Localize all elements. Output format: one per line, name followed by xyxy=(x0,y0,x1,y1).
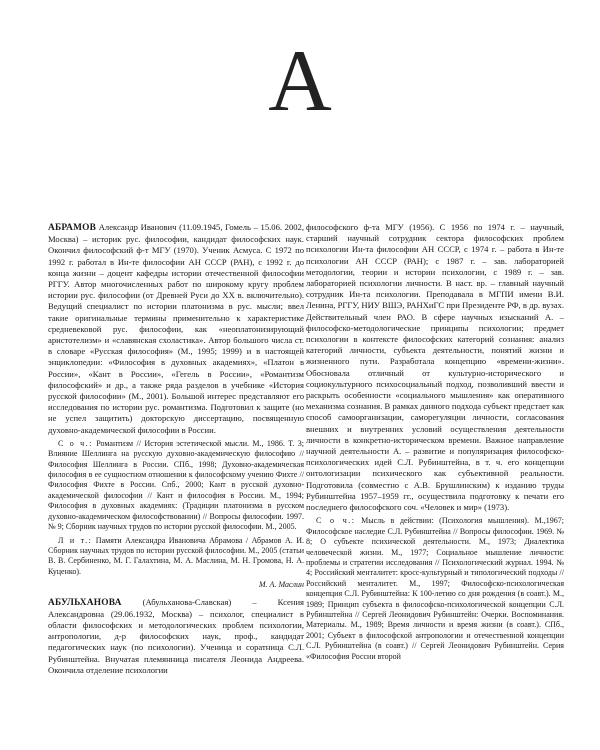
literature-text: Памяти Александра Ивановича Абрамова / Абрамов А. И. Сборник научных трудов по истории русской философии. М., 2005 (статьи В. В. Сербиненко, М. Г. Галахтина, М. А. Маслина, М. Н. Громова, Н. А. Куценко). xyxy=(48,535,304,576)
works-text: Мысль в действии: (Психология мышления). М.,1967; Философское наследие С.Л. Рубинштейна // Вопросы философии. 1969. № 8; О субъекте психической деятельности. М., 1973; Диалектика человеческой жизни. М., 1977; Социальное мышление личности: проблемы и стратегии исследования // Психологический журнал. 1994. № 4; Российский менталитет: кросс-культурный и типологический подходы // Российский менталитет. М., 1997; Философско-психологическая концепция С.Л. Рубинштейна: К 100-летию со дня рождения (в соавт.). М., 1989; Принцип субъекта в философско-психологической концепции С.Л. Рубинштейна // Сергей Леонидович Рубинштейн: Очерки. Воспоминания. Материалы. М., 1989; Время личности и время жизни (в соавт.). СПб., 2001; Субъект в философской антропологии и отечественной концепции С.Л. Рубинштейна (в соавт.) // Сергей Леонидович Рубинштейн. Серия «Философия России второй xyxy=(306,516,564,661)
entry-abulkhanova-continued: философского ф-та МГУ (1956). С 1956 по 1974 г. – научный, старший научный сотрудник сектора философских проблем психологии Ин-та философии АН СССР, с 1974 г. – работа в Ин-те психологии АН СССР (РАН); с 1987 г. – зав. лабораторией методологии, теории и истории психологии, с 1989 г. – зав. лабораторией психологии личности. В наст. вр. – главный научный сотрудник Ин-та психологии. Преподавала в МГПИ имени В.И. Ленина, РГГУ, НИУ ВШЭ, РАНХиГС при Президенте РФ, в др. вузах. Действительный член РАО. В сфере научных изысканий А. – философско-методологические принципы психологии; предмет психологии в контексте философских категорий сознания: анализ категорий личности, субъекта деятельности, понятий жизни и жизненного пути. Разработала концепцию «времени-жизни». Обосновала отличный от культурно-исторического и социокультурного психосоциальный подход, позволивший ввести и раскрыть особенности «социального мышления» как оперативного механизма сознания. В рамках данного подхода субъект предстает как способ самоорганизации, саморегуляции личности, согласования внешних и внутренних условий осуществления деятельности личности в конкретно-историческом времени. Важное направление научной деятельности А. – развитие и популяризация философско-психологических идей С.Л. Рубинштейна, в т. ч. его концепции онтологизации психического как субъективной реальности. Подготовила (совместно с А.В. Брушлинским) к изданию труды Рубинштейна 1957–1959 гг., осуществила подготовку к печати его последнего философского соч. «Человек и мир» (1973). xyxy=(306,222,564,513)
works-list xyxy=(306,516,564,662)
works-list xyxy=(48,439,304,533)
left-column xyxy=(48,222,304,679)
literature-list xyxy=(48,536,304,578)
article-author: М. А. Маслин xyxy=(258,580,304,590)
entry-text: (Абульханова-Славская) – Ксения Александровна (29.06.1932, Москва) – психолог, специалист в области философских и методологических проблем психологии, антропологии, д-р философских наук, проф., кандидат педагогических наук (по психологии). Ученица и соратница С.Л. Рубинштейна. Внучатая племянница писателя Леонида Андреева. Окончила отделение психологии xyxy=(48,596,304,675)
works-text: Романтизм // История эстетической мысли. М., 1986. Т. 3; Влияние Шеллинга на русскую духовно-академическую философию // Философия Шеллинга в России. СПб., 1998; Духовно-академическая философия в ее сущностном отношении к философскому учению Фихте // Философия Фихте в России. Спб., 2000; Кант в русской духовно-академической философии // Кант и философия в России. М., 1994; Философия в духовных академиях: (Традиции платонизма в русском духовно-академическом философствовании) // Вопросы философии. 1997. № 9; Сборник научных трудов по истории русской философии. М., 2005. xyxy=(48,438,304,532)
entry-text: Александр Иванович (11.09.1945, Гомель – 15.06. 2002, Москва) – историк рус. философии, кандидат философских наук. Окончил философский ф-т МГУ (1970). Ученик Асмуса. С 1972 по 1992 г. работал в Ин-те философии АН СССР (РАН), с 1992 г. до конца жизни – доцент кафедры истории отечественной философии РГГУ. Автор многочисленных работ по широкому кругу проблем истории рус. философии (от Древней Руси до XX в. включительно). Ведущий специалист по истории платонизма в рус. мысли; ввел такие оригинальные термины применительно к характеристике средневековой рус. философии, как «неоплатонизирующий аристотелизм» и «славянская схоластика». Автор большого числа ст. в словаре «Русская философия» (М., 1995; 1999) и в настоящей энциклопедии: «Философия в духовных академиях», «Платон в России», «Кант в России», «Гегель в России», «Романтизм философский» и др., а также ряда разделов в учебнике «История русской философии» (М., 2001). Большой интерес представляют его исследования по истории рус. романтизма. Подготовил к защите (но не успел защитить) докторскую диссертацию, посвященную духовно-академической философии в России. xyxy=(48,222,304,435)
works-label: С о ч.: xyxy=(316,516,356,526)
entry-abramov xyxy=(48,222,304,436)
literature-label: Л и т.: xyxy=(58,535,93,545)
section-letter: А xyxy=(268,33,332,130)
right-column xyxy=(306,222,564,665)
entry-abulkhanova xyxy=(48,597,304,676)
works-label: С о ч.: xyxy=(58,438,93,448)
entry-headword: АБРАМОВ xyxy=(48,223,97,233)
entry-headword: АБУЛЬХАНОВА xyxy=(48,597,122,608)
